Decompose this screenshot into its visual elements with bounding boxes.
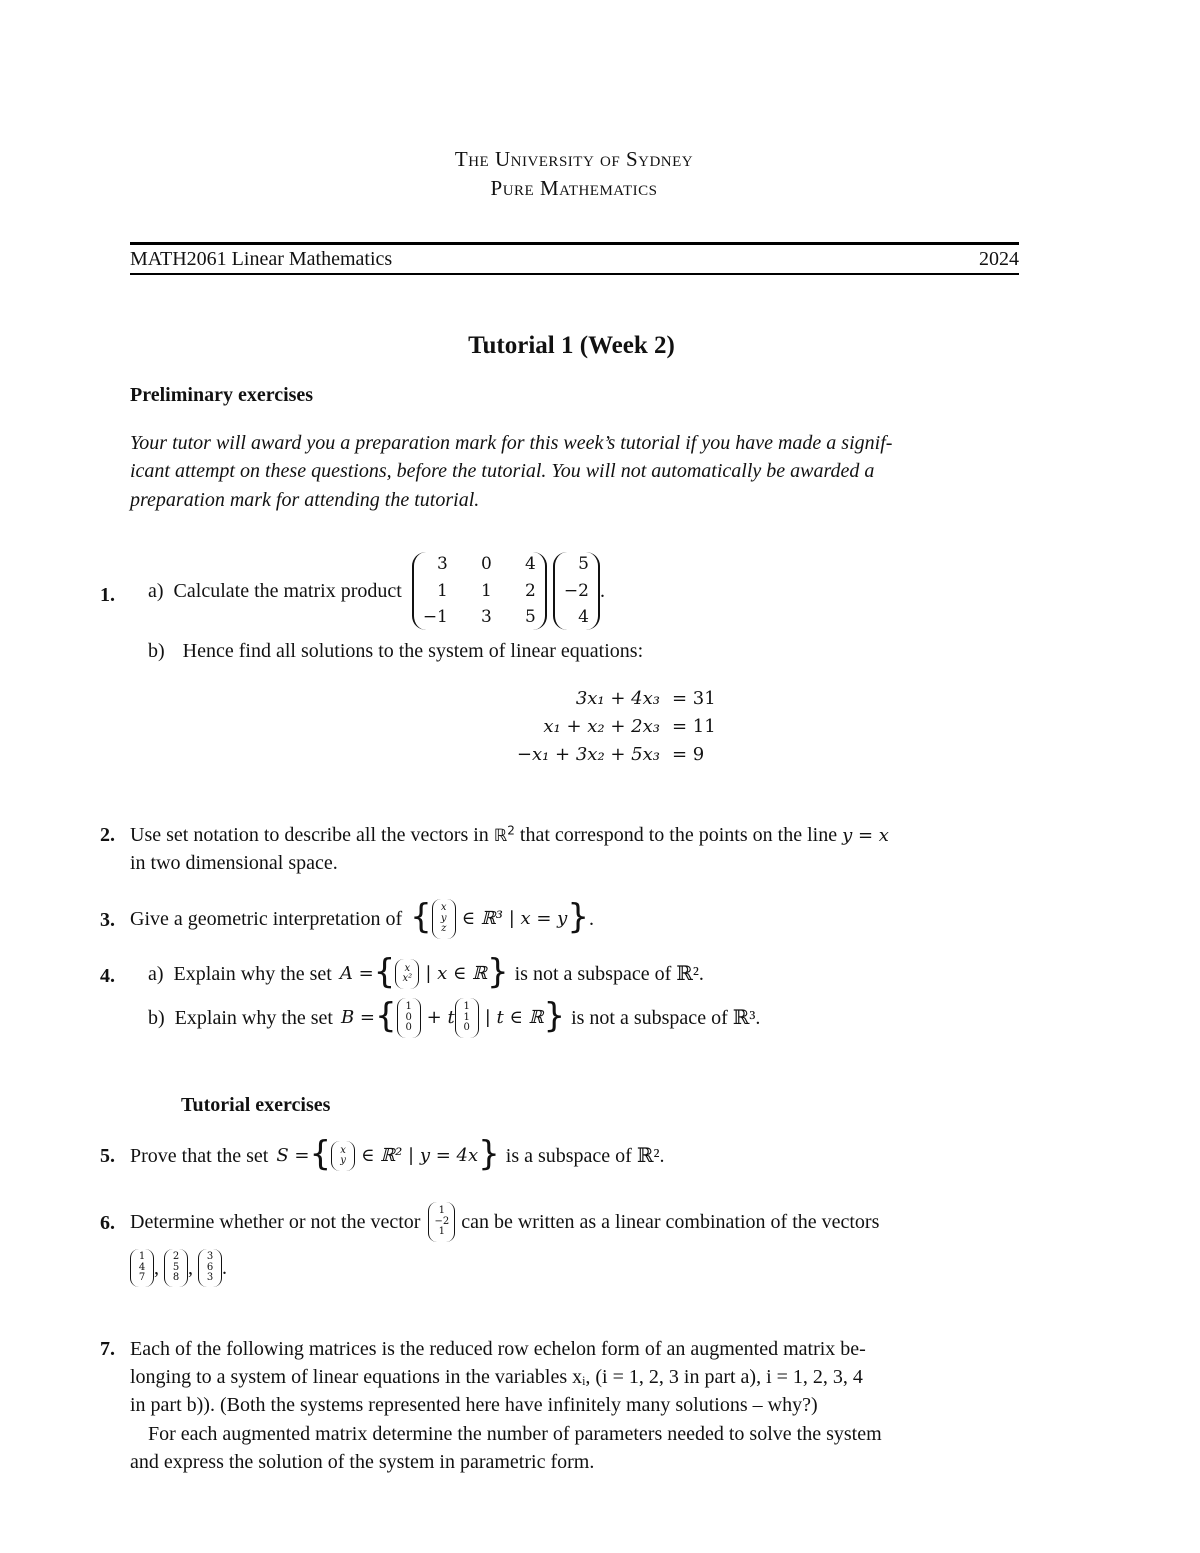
top-rule bbox=[130, 242, 1019, 245]
q6-vector-1: 1 4 7 bbox=[130, 1249, 154, 1287]
q7-line-4: For each augmented matrix determine the number of parameters needed to solve the system bbox=[148, 1423, 882, 1445]
q6-line-2: 1 4 7 , 2 5 8 , 3 6 3 . bbox=[130, 1246, 227, 1290]
q1-vector: 5 −2 4 bbox=[553, 552, 600, 630]
q1b-text: Hence find all solutions to the system of linear equations: bbox=[182, 640, 644, 662]
section-heading-preliminary: Preliminary exercises bbox=[130, 384, 314, 406]
equation-row: 3x₁ + 4x₃ = 31 bbox=[575, 688, 716, 710]
q3-line: Give a geometric interpretation of { x y z ∈ ℝ³ | x = y } . bbox=[130, 897, 594, 937]
intro-line-1: Your tutor will award you a preparation mark for this week’s tutorial if you have made a signif- bbox=[130, 432, 893, 454]
q7-line-2: longing to a system of linear equations in the variables xᵢ, (i = 1, 2, 3 in part a), i = 1, 2, 3, 4 bbox=[130, 1366, 863, 1388]
q2-line-2: in two dimensional space. bbox=[130, 852, 338, 874]
q5-vector: x y bbox=[331, 1141, 355, 1171]
course-year: 2024 bbox=[979, 248, 1019, 270]
q2-line-1: Use set notation to describe all the vectors in ℝ$^2$ that correspond to the points on the line y = x bbox=[130, 823, 889, 846]
question-number-5: 5. bbox=[100, 1145, 115, 1167]
section-heading-tutorial: Tutorial exercises bbox=[181, 1094, 331, 1116]
q4-part-a: a) Explain why the set A = { x x² | x ∈ ℝ } is not a subspace of ℝ². bbox=[148, 952, 704, 992]
question-number-4: 4. bbox=[100, 965, 115, 987]
q1a-label: a) bbox=[148, 580, 164, 602]
q1-part-b bbox=[148, 638, 643, 664]
q6-line-1: Determine whether or not the vector 1 −2 1 can be written as a linear combination of the vectors bbox=[130, 1198, 879, 1246]
q3-vector: x y z bbox=[432, 899, 456, 939]
intro-line-3: preparation mark for attending the tutorial. bbox=[130, 489, 480, 511]
q4a-vector: x x² bbox=[395, 959, 419, 989]
question-number-1: 1. bbox=[100, 584, 115, 606]
question-number-6: 6. bbox=[100, 1212, 115, 1234]
q6-vector-2: 2 5 8 bbox=[164, 1249, 188, 1287]
bottom-rule bbox=[130, 273, 1019, 275]
page-title: Tutorial 1 (Week 2) bbox=[468, 332, 675, 359]
question-number-2: 2. bbox=[100, 824, 115, 846]
university-name: The University of Sydney bbox=[454, 147, 694, 171]
q1-matrix: 3 0 4 1 1 2 −1 3 5 bbox=[412, 552, 547, 630]
q4-part-b: b) Explain why the set B = { 1 0 0 + t 1 1 0 | t ∈ ℝ } is not a subspace of ℝ³. bbox=[148, 996, 761, 1036]
q7-line-5: and express the solution of the system in parametric form. bbox=[130, 1451, 595, 1473]
equation-row: −x₁ + 3x₂ + 5x₃ = 9 bbox=[516, 744, 705, 766]
school-name: Pure Mathematics bbox=[490, 176, 658, 200]
q4b-vector-2: 1 1 0 bbox=[455, 998, 479, 1038]
q1a-text: Calculate the matrix product bbox=[173, 580, 402, 602]
intro-line-2: icant attempt on these questions, before the tutorial. You will not automatically be awarded a bbox=[130, 460, 875, 482]
q7-line-3: in part b)). (Both the systems represented here have infinitely many solutions – why?) bbox=[130, 1394, 818, 1416]
q6-target-vector: 1 −2 1 bbox=[428, 1202, 455, 1242]
question-number-7: 7. bbox=[100, 1338, 115, 1360]
course-name: MATH2061 Linear Mathematics bbox=[130, 248, 393, 270]
question-number-3: 3. bbox=[100, 909, 115, 931]
q1-equation-system bbox=[470, 685, 716, 769]
q5-line: Prove that the set S = { x y ∈ ℝ² | y = 4x } is a subspace of ℝ². bbox=[130, 1134, 665, 1174]
q1-part-a: a) Calculate the matrix product 3 0 4 1 1 2 −1 3 5 5 −2 4 . bbox=[148, 548, 605, 634]
q6-vector-3: 3 6 3 bbox=[198, 1249, 222, 1287]
q7-line-1: Each of the following matrices is the reduced row echelon form of an augmented matrix be- bbox=[130, 1338, 866, 1360]
q1b-label: b) bbox=[148, 640, 165, 662]
equation-row: x₁ + x₂ + 2x₃ = 11 bbox=[543, 716, 716, 738]
q4b-vector-1: 1 0 0 bbox=[397, 998, 421, 1038]
